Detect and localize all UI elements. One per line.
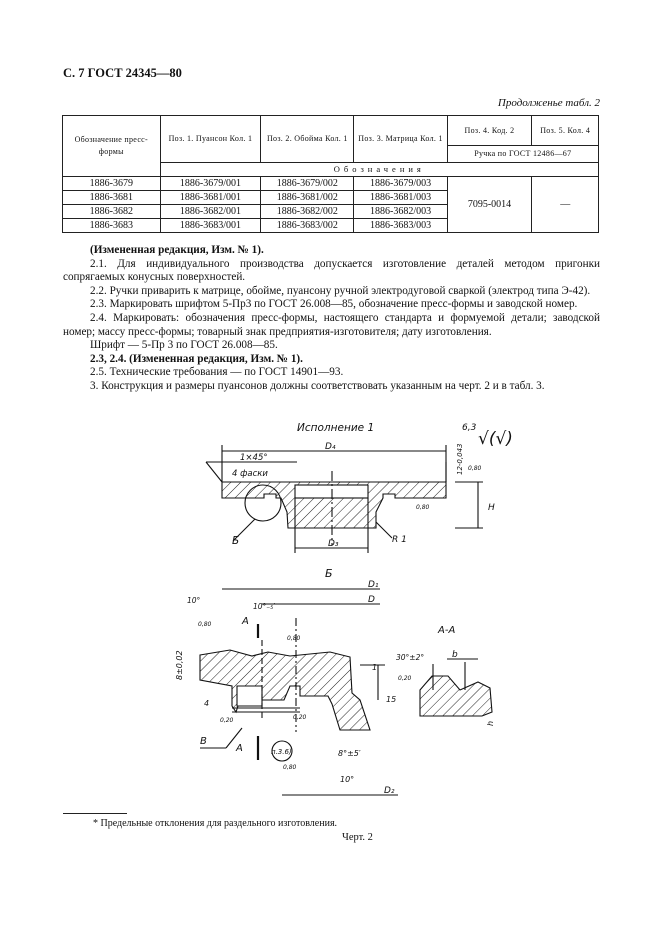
para-2-5: 2.5. Технические требования — по ГОСТ 14901—93. [90, 366, 344, 379]
col-mold-header: Обозначение пресс-формы [63, 116, 161, 177]
view-b-title: Б [325, 567, 333, 580]
ra-080-d: 0,80 [283, 764, 297, 771]
dim-d4: D₄ [325, 442, 336, 452]
amendment-note-2: 2.3, 2.4. (Измененная редакция, Изм. № 1). [90, 352, 303, 365]
col-holder-header: Поз. 2. Обойма Кол. 1 [261, 116, 354, 163]
footnote: * Предельные отклонения для раздельного изготовления. [93, 818, 338, 829]
execution-label: Исполнение 1 [297, 422, 375, 434]
angle-10-bottom: 10° [340, 775, 355, 784]
amendment-note: (Измененная редакция, Изм. № 1). [90, 244, 264, 256]
ra-020-aa: 0,20 [398, 675, 412, 682]
dim-b: b [452, 650, 458, 660]
table-row: 1886-3682 1886-3682/001 1886-3682/002 1886-3682/003 [63, 205, 599, 219]
font-note: Шрифт — 5-Пр 3 по ГОСТ 26.008—85. [90, 339, 278, 352]
chamfers-count-label: 4 фаски [232, 469, 268, 479]
ra-080-side: 0,80 [416, 504, 430, 511]
dim-h: H [488, 503, 495, 513]
dim-8: 8±0,02 [175, 650, 184, 680]
ra-080-top: 0,80 [468, 465, 482, 472]
angle-30: 30°±2° [396, 653, 425, 662]
section-aa-title: А-А [438, 625, 456, 636]
dim-h1: h [486, 720, 495, 726]
col-matrix-header: Поз. 3. Матрица Кол. 1 [354, 116, 447, 163]
col-pos4-header: Поз. 4. Код. 2 [447, 116, 532, 146]
dim-d2: D₂ [384, 786, 395, 796]
para-2-2: 2.2. Ручки приварить к матрице, обойме, пуансону ручной электродуговой сваркой (электрод типа Э-42). [90, 284, 591, 297]
radius-r1: R 1 [392, 535, 407, 545]
section-a-bottom: А [236, 743, 243, 754]
ra-020-c: 0,20 [293, 714, 307, 721]
angle-10-top: 10°₋₅′ [253, 602, 275, 611]
pos5-value: — [532, 177, 599, 233]
roughness-label: 6,3 [462, 423, 477, 433]
pos4-value: 7095-0014 [447, 177, 532, 233]
angle-10-left: 10° [187, 596, 201, 605]
para-2-3: 2.3. Маркировать шрифтом 5-Пр3 по ГОСТ 26.008—85, обозначение пресс-формы и заводской номер. [90, 298, 578, 311]
roughness-sign: √(√) [478, 429, 513, 449]
dim-4: 4 [204, 699, 210, 708]
dim-d: D [368, 595, 375, 605]
para-2-1: 2.1. Для индивидуального производства допускается изготовление деталей методом пригонки сопрягаемых конусных поверхностей. [63, 257, 600, 284]
designation-header: Обозначения [160, 163, 598, 177]
ra-020-b: 0,20 [220, 717, 234, 724]
para-2-4: 2.4. Маркировать: обозначения пресс-формы, настоящего стандарта и формуемой детали; заводской номер; массу пресс-формы; товарный знак предприятия-изготовителя; дату изготовления. [63, 311, 600, 338]
table-row: 1886-3683 1886-3683/001 1886-3683/002 1886-3683/003 [63, 219, 599, 233]
dim-15: 15 [386, 695, 397, 704]
section-a-top: А [242, 616, 249, 627]
table-row: 1886-3679 1886-3679/001 1886-3679/002 1886-3679/003 7095-0014 — [63, 177, 599, 191]
handle-standard-header: Ручка по ГОСТ 12486—67 [447, 146, 598, 163]
dim-d3: D₃ [328, 539, 339, 549]
col-punch-header: Поз. 1. Пуансон Кол. 1 [160, 116, 261, 163]
angle-8: 8°±5′ [338, 749, 361, 758]
dim-12: 12-0,043 [456, 443, 464, 475]
table-continued-label: Продолженье табл. 2 [497, 97, 600, 109]
page-header: С. 7 ГОСТ 24345—80 [63, 66, 182, 80]
ra-080-b: 0,80 [198, 621, 212, 628]
chamfer-label: 1×45° [240, 453, 268, 463]
ra-080-c: 0,80 [287, 635, 301, 642]
figure-caption: Черт. 2 [342, 832, 373, 843]
para-3: 3. Конструкция и размеры пуансонов должны соответствовать указанным на черт. 2 и в табл. 3. [90, 379, 545, 392]
marking-ref: п.3.6) [271, 748, 292, 756]
dim-1: 1 [372, 663, 378, 672]
dim-d1: D₁ [368, 580, 379, 590]
footnote-divider [63, 813, 127, 814]
detail-b-label: Б [232, 535, 240, 547]
col-pos5-header: Поз. 5. Кол. 4 [532, 116, 599, 146]
table-row: 1886-3681 1886-3681/001 1886-3681/002 1886-3681/003 [63, 191, 599, 205]
label-v: В [200, 736, 207, 747]
